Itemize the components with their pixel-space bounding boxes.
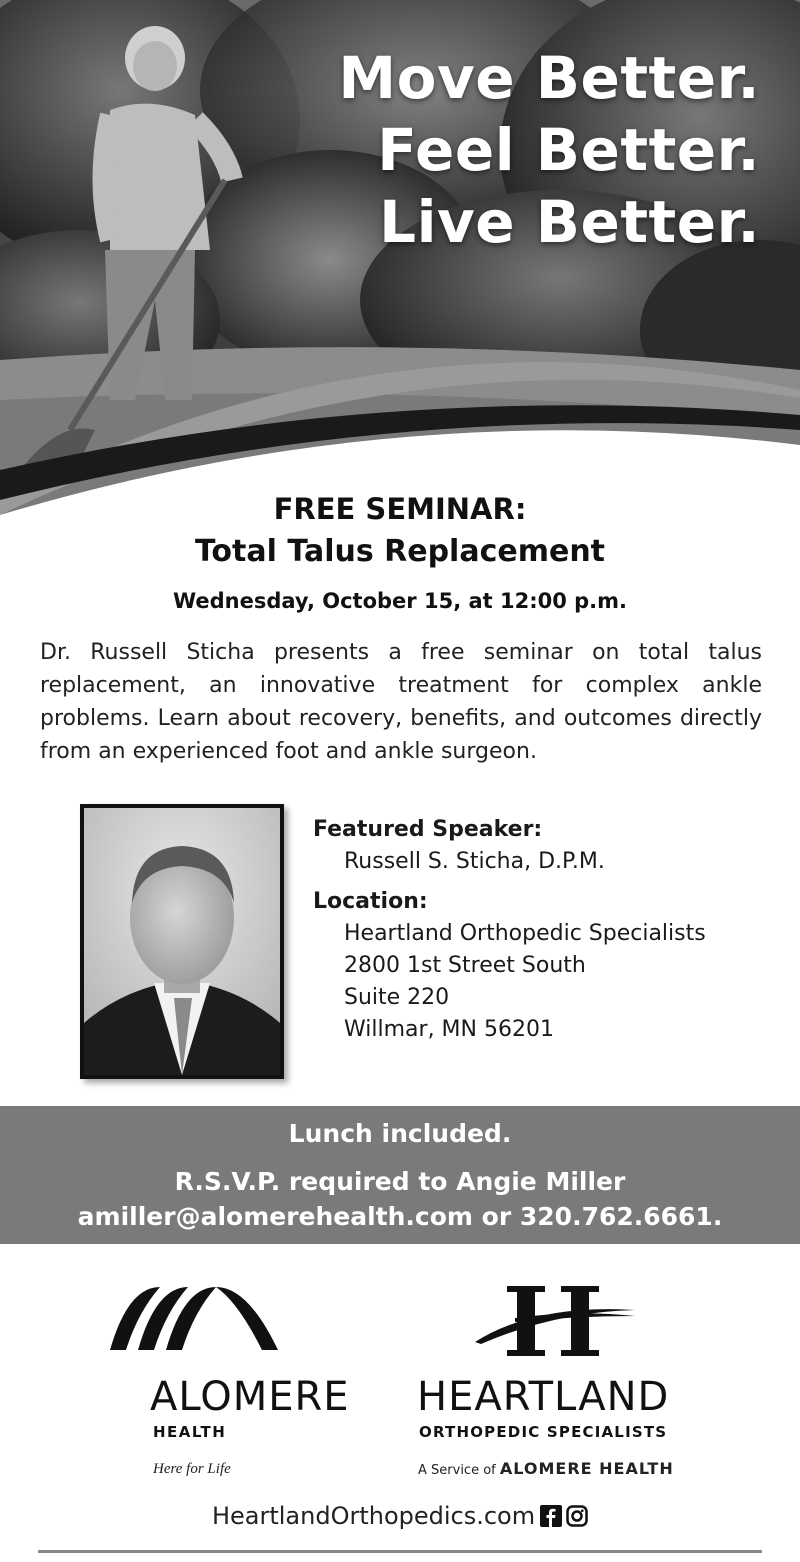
seminar-label: FREE SEMINAR: bbox=[273, 492, 527, 526]
hero-photo bbox=[0, 0, 800, 515]
location-line-3: Suite 220 bbox=[344, 985, 450, 1010]
facebook-icon[interactable] bbox=[540, 1505, 562, 1527]
alomere-logo-mark bbox=[108, 1282, 280, 1352]
service-brand: ALOMERE HEALTH bbox=[499, 1459, 674, 1478]
website-line bbox=[0, 1502, 800, 1530]
alomere-tagline: Here for Life bbox=[153, 1461, 231, 1477]
lunch-note: Lunch included. bbox=[288, 1119, 512, 1148]
speaker-name: Russell S. Sticha, D.P.M. bbox=[344, 849, 605, 874]
seminar-topic: Total Talus Replacement bbox=[194, 534, 606, 569]
speaker-label: Featured Speaker: bbox=[313, 817, 543, 842]
service-prefix: A Service of bbox=[418, 1463, 496, 1478]
event-details bbox=[313, 814, 706, 1046]
location-line-2: 2800 1st Street South bbox=[344, 953, 586, 978]
instagram-icon[interactable] bbox=[566, 1505, 588, 1527]
alomere-sub: HEALTH bbox=[153, 1423, 227, 1441]
speaker-photo bbox=[80, 804, 284, 1079]
alomere-name: ALOMERE bbox=[150, 1374, 350, 1420]
service-line bbox=[418, 1459, 674, 1478]
headline-line-1: Move Better. bbox=[338, 44, 760, 112]
headline-line-3: Live Better. bbox=[379, 188, 760, 256]
rsvp-contact[interactable]: amiller@alomerehealth.com or 320.762.6661. bbox=[77, 1202, 723, 1231]
bottom-rule bbox=[38, 1550, 762, 1553]
headline bbox=[338, 42, 760, 258]
heartland-sub: ORTHOPEDIC SPECIALISTS bbox=[419, 1423, 668, 1441]
location-label: Location: bbox=[313, 889, 428, 914]
location-line-4: Willmar, MN 56201 bbox=[344, 1017, 554, 1042]
rsvp-note: R.S.V.P. required to Angie Miller bbox=[174, 1167, 626, 1196]
location-line-1: Heartland Orthopedic Specialists bbox=[344, 921, 706, 946]
website-link[interactable]: HeartlandOrthopedics.com bbox=[211, 1502, 536, 1530]
headline-line-2: Feel Better. bbox=[377, 116, 760, 184]
heartland-logo-mark bbox=[475, 1284, 637, 1358]
heartland-name: HEARTLAND bbox=[417, 1374, 670, 1420]
seminar-description: Dr. Russell Sticha presents a free seminar on total talus replacement, an innovative treatment for complex ankle problems. Learn about recovery, benefits, and outcomes directly from an experienced foot and ankle surgeon. bbox=[40, 640, 762, 764]
seminar-datetime: Wednesday, October 15, at 12:00 p.m. bbox=[172, 589, 628, 613]
